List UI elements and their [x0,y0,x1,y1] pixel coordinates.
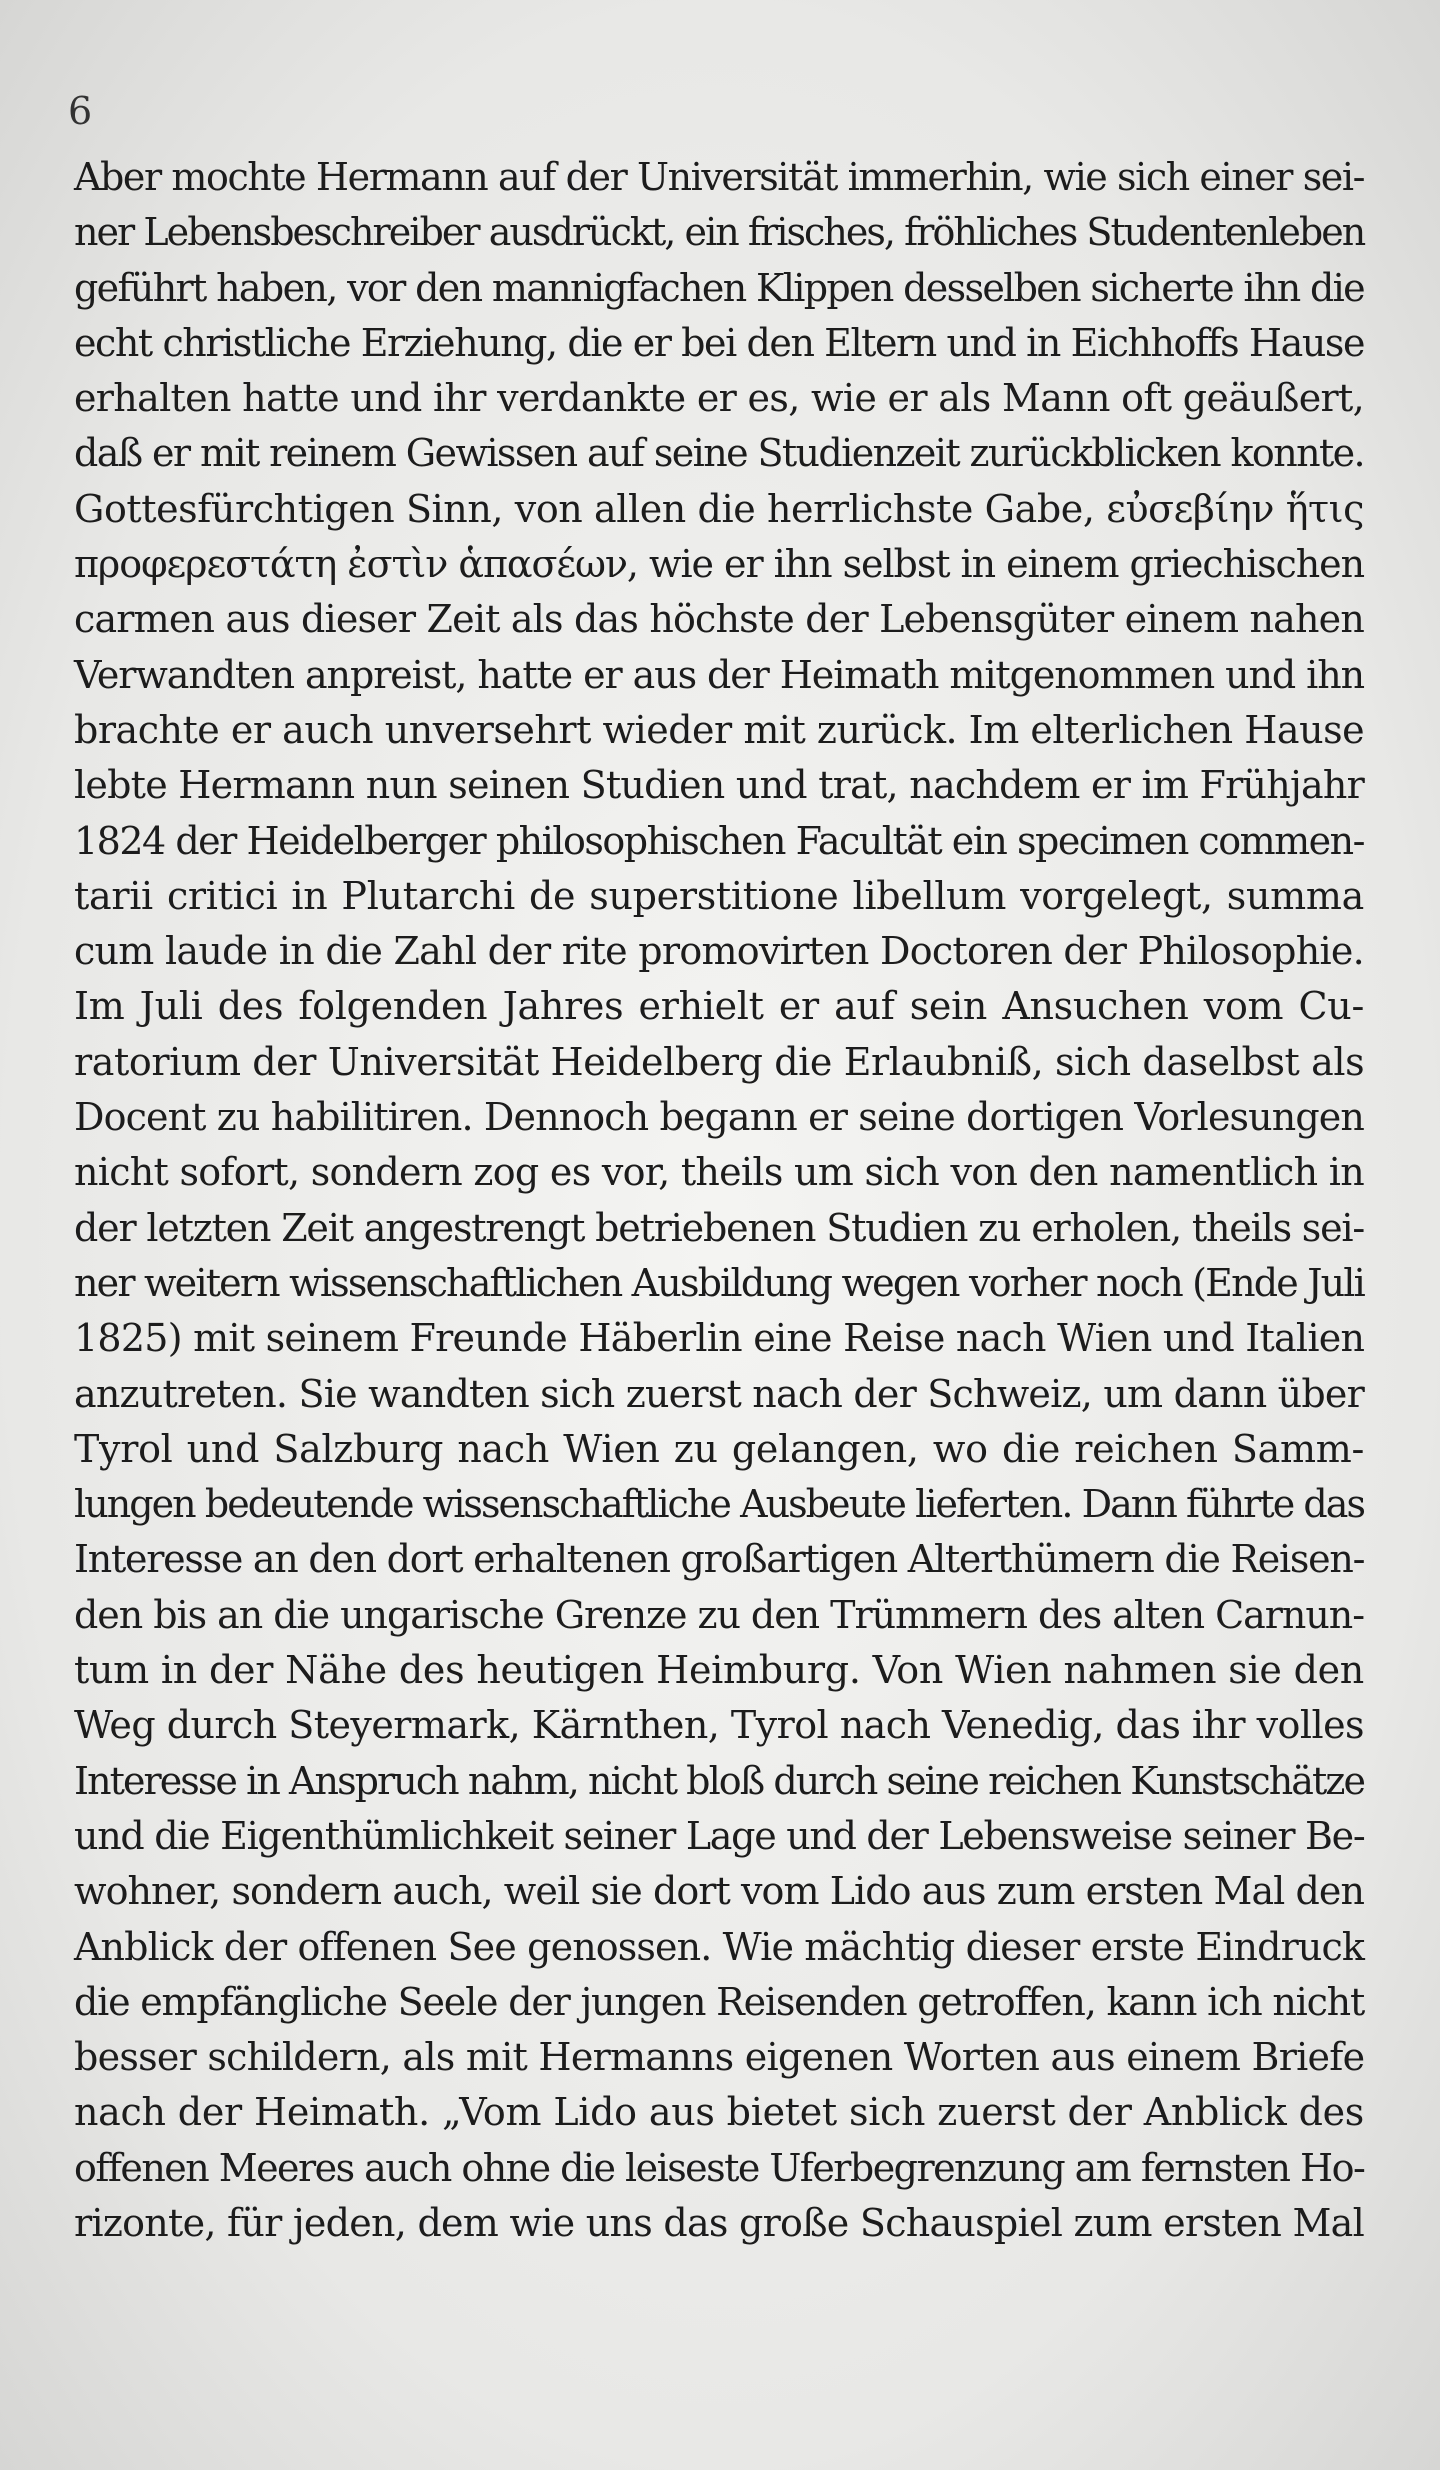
text-line: besser schildern, als mit Hermanns eigenen Worten aus einem Briefe [74,2035,1365,2080]
text-line: den bis an die ungarische Grenze zu den Trümmern des alten Carnun- [74,1592,1364,1637]
text-line: die empfängliche Seele der jungen Reisenden getroffen, kann ich nicht [74,1979,1365,2024]
text-line: Im Juli des folgenden Jahres erhielt er auf sein Ansuchen vom Cu- [74,984,1364,1029]
text-line: ner weitern wissenschaftlichen Ausbildung wegen vorher noch (Ende Juli [74,1260,1364,1305]
page-number: 6 [68,89,93,133]
text-line: offenen Meeres auch ohne die leiseste Uferbegrenzung am fernsten Ho- [74,2145,1365,2190]
text-line: echt christliche Erziehung, die er bei den Eltern und in Eichhoffs Hause [74,320,1364,365]
text-line: anzutreten. Sie wandten sich zuerst nach der Schweiz, um dann über [74,1371,1364,1416]
text-line: Interesse in Anspruch nahm, nicht bloß durch seine reichen Kunstschätze [74,1758,1364,1803]
text-line: lebte Hermann nun seinen Studien und trat, nachdem er im Frühjahr [74,763,1364,808]
text-line: Interesse an den dort erhaltenen großartigen Alterthümern die Reisen- [74,1537,1365,1582]
text-line: Verwandten anpreist, hatte er aus der Heimath mitgenommen und ihn [74,652,1364,697]
text-line: Anblick der offenen See genossen. Wie mächtig dieser erste Eindruck [74,1924,1364,1969]
text-line: tum in der Nähe des heutigen Heimburg. Von Wien nahmen sie den [74,1648,1364,1693]
text-line: tarii critici in Plutarchi de superstitione libellum vorgelegt, summa [74,873,1364,918]
text-line: carmen aus dieser Zeit als das höchste der Lebensgüter einem nahen [74,597,1364,642]
body-text [74,150,1364,2251]
text-line: Docent zu habilitiren. Dennoch begann er seine dortigen Vorlesungen [74,1095,1364,1140]
text-line: geführt haben, vor den mannigfachen Klippen desselben sicherte ihn die [74,265,1364,310]
text-line: wohner, sondern auch, weil sie dort vom Lido aus zum ersten Mal den [74,1869,1364,1914]
text-line: daß er mit reinem Gewissen auf seine Studienzeit zurückblicken konnte. [74,431,1364,476]
text-line: 1824 der Heidelberger philosophischen Facultät ein specimen commen- [74,818,1364,863]
text-line: Aber mochte Hermann auf der Universität immerhin, wie sich einer sei- [74,155,1364,199]
text-line: προφερεστάτη ἐστὶν ἁπασέων, wie er ihn selbst in einem griechischen [74,542,1364,587]
text-line: ner Lebensbeschreiber ausdrückt, ein frisches, fröhliches Studentenleben [74,210,1365,255]
text-line: Gottesfürchtigen Sinn, von allen die herrlichste Gabe, εὐσεβίην ἥτις [74,486,1364,531]
text-line: ratorium der Universität Heidelberg die Erlaubniß, sich daselbst als [74,1039,1365,1084]
text-line: und die Eigenthümlichkeit seiner Lage und der Lebensweise seiner Be- [74,1813,1365,1858]
text-line: 1825) mit seinem Freunde Häberlin eine Reise nach Wien und Italien [74,1316,1365,1361]
text-line: nicht sofort, sondern zog es vor, theils um sich von den namentlich in [74,1150,1364,1195]
text-line: brachte er auch unversehrt wieder mit zurück. Im elterlichen Hause [74,707,1365,752]
text-line: Weg durch Steyermark, Kärnthen, Tyrol nach Venedig, das ihr volles [74,1703,1364,1748]
text-line: nach der Heimath. „Vom Lido aus bietet sich zuerst der Anblick des [74,2090,1364,2135]
text-line: rizonte, für jeden, dem wie uns das große Schauspiel zum ersten Mal [74,2200,1364,2245]
text-line: Tyrol und Salzburg nach Wien zu gelangen, wo die reichen Samm- [74,1426,1364,1471]
text-line: lungen bedeutende wissenschaftliche Ausbeute lieferten. Dann führte das [74,1482,1365,1527]
text-line: der letzten Zeit angestrengt betriebenen Studien zu erholen, theils sei- [74,1205,1365,1250]
text-line: erhalten hatte und ihr verdankte er es, wie er als Mann oft geäußert, [74,376,1364,421]
text-line: cum laude in die Zahl der rite promovirten Doctoren der Philosophie. [74,929,1364,974]
